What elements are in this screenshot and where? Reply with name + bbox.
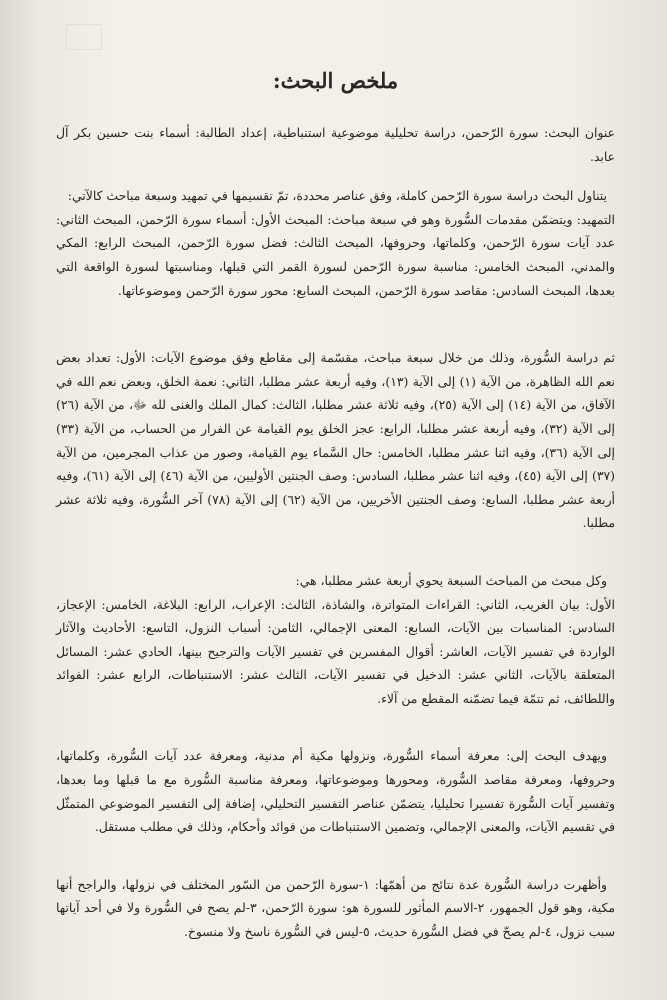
page-corner-ornament bbox=[66, 24, 102, 50]
subsections-list-paragraph: الأول: بيان الغريب، الثاني: القراءات المتواترة، والشاذة، الثالث: الإعراب، الرابع: البلاغة، الخامس: الإعجاز، السادس: المناسبات بين الآيات، السابع: المعنى الإجمالي، الثامن: أسباب النزول، التاسع: الأحاديث والآثار الواردة في تفسير الآيات، العاشر: أقوال المفسرين في تفسير الآيات والترجيح بينها، الحادي عشر: المسائل المتعلقة بالآيات، الثاني عشر: الدخيل في تفسير الآيات، الثالث عشر: الاستنباطات، الرابع عشر: الفوائد واللطائف، ثم تتمّة فيما تضمّنه المقطع من آلاء. bbox=[56, 596, 615, 706]
results-paragraph: وأظهرت دراسة السُّورة عدة نتائج من أهمّها: ١-سورة الرّحمن من السّور المختلف في نزولها، والراجح أنها مكية، وهو قول الجمهور، ٢-الاسم المأثور للسورة هو: سورة الرّحمن، ٣-لم يصح في السُّورة ولا في أحد آياتها سبب نزول، ٤-لم يصحّ في فضل السُّورة حديث، ٥-ليس في السُّورة ناسخ ولا منسوخ. bbox=[56, 876, 615, 940]
sections-paragraph: ثم دراسة السُّورة، وذلك من خلال سبعة مباحث، مقسّمة إلى مقاطع وفق موضوع الآيات: الأول: تعداد بعض نعم الله الظاهرة، من الآية (١) إلى الآية (١٣)، وفيه أربعة عشر مطلبا، الثاني: نعمة الخلق، وبعض نعم الله في الآفاق، من الآية (١٤) إلى الآية (٢٥)، وفيه ثلاثة عشر مطلبا، الثالث: كمال الملك والغنى لله ﷻ، من الآية (٢٦) إلى الآية (٣٢)، وفيه أربعة عشر مطلبا، الرابع: عجز الخلق يوم القيامة عن الفرار من الحساب، من الآية (٣٣) إلى الآية (٣٦)، وفيه اثنا عشر مطلبا، الخامس: حال السَّماء يوم القيامة، وصور من عذاب المجرمين، من الآية (٣٧) إلى الآية (٤٥)، وفيه اثنا عشر مطلبا، السادس: وصف الجنتين الأوليين، من الآية (٤٦) إلى الآية (٦١)، وفيه أربعة عشر مطلبا، السابع: وصف الجنتين الأخريين، من الآية (٦٢) إلى الآية (٧٨) آخر السُّورة، وفيه ثلاثة عشر مطلبا. bbox=[56, 350, 616, 531]
preface-paragraph: التمهيد: ويتضمّن مقدمات السُّورة وهو في سبعة مباحث: المبحث الأول: أسماء سورة الرّحمن، المبحث الثاني: عدد آيات سورة الرّحمن، وكلماتها، وحروفها، المبحث الثالث: فضل سورة الرّحمن، المبحث الرابع: المكي والمدني، المبحث الخامس: مناسبة سورة الرّحمن لسورة القمر التي قبلها، ومناسبتها لسورة الواقعة التي بعدها، المبحث السادس: مقاصد سورة الرّحمن، المبحث السابع: محور سورة الرّحمن وموضوعاتها. bbox=[56, 211, 615, 298]
research-title-paragraph: عنوان البحث: سورة الرّحمن، دراسة تحليلية موضوعية استنباطية، إعداد الطالبة: أسماء بنت حسين بكر آل عابد. bbox=[56, 125, 615, 164]
scope-paragraph: يتناول البحث دراسة سورة الرّحمن كاملة، وفق عناصر محددة، تمّ تقسيمها في تمهيد وسبعة مباحث كالآتي: bbox=[67, 188, 607, 204]
subsections-intro-paragraph: وكل مبحث من المباحث السبعة يحوي أربعة عشر مطلبا، هي: bbox=[295, 572, 607, 588]
aims-paragraph: ويهدف البحث إلى: معرفة أسماء السُّورة، ونزولها مكية أم مدنية، ومعرفة عدد آيات السُّورة، وكلماتها، وحروفها، ومعرفة مقاصد السُّورة، ومحورها وموضوعاتها، ومعرفة مناسبة السُّورة مع ما قبلها وما بعدها، وتفسير آيات السُّورة تفسيرا تحليليا، يتضمّن عناصر التفسير التحليلي، إضافة إلى التفسير الموضوعي المتمثّل في تقسيم الآيات، والمعنى الإجمالي، وتضمين الاستنباطات من فوائد وأحكام، وذلك في مطلب مستقل. bbox=[56, 748, 615, 835]
page-title: ملخص البحث: bbox=[272, 68, 399, 93]
